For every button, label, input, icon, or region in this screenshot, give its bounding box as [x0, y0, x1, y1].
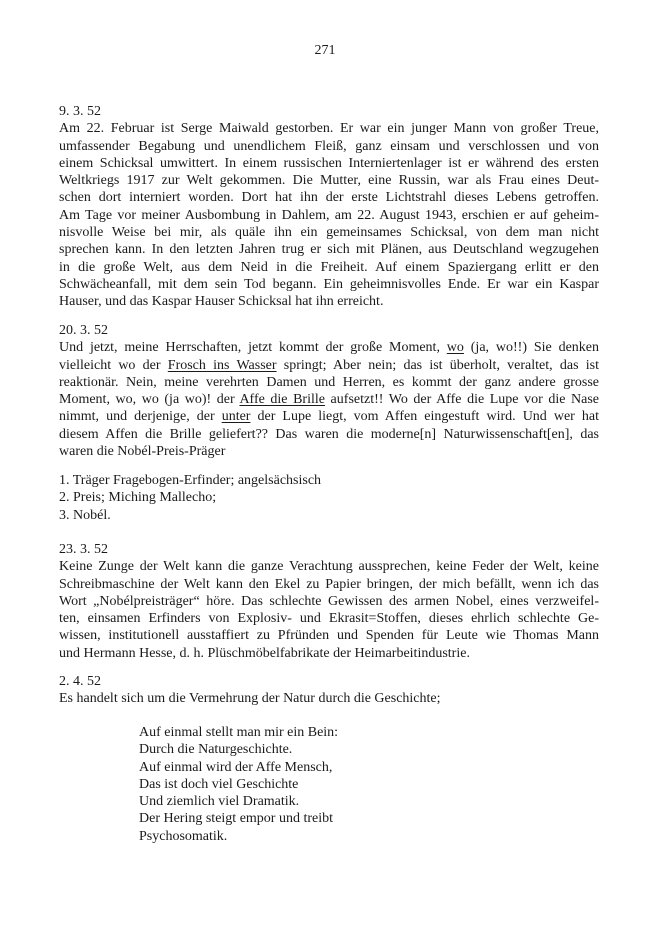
diary-entry-1 [59, 103, 599, 311]
text-line: einem Schicksal umwittert. In einem russischen Interniertenlager ist er während des ersten [59, 155, 599, 171]
poem [139, 724, 338, 845]
poem-line: Durch die Naturgeschichte. [139, 742, 293, 758]
text-line: Am Tage vor meiner Ausbombung in Dahlem, am 22. August 1943, erschien er auf geheim- [59, 207, 599, 223]
text-line: Wort „Nobélpreisträger“ höre. Das schlechte Gewissen des armen Nobel, eines verzweifel- [59, 593, 599, 609]
poem-line: Psychosomatik. [139, 828, 228, 844]
text-line: Am 22. Februar ist Serge Maiwald gestorben. Er war ein junger Mann von großer Treue, [59, 121, 599, 137]
text-line: Schwächeanfall, mit dem sein Tod begann. Ein geheimnisvolles Ende. Er war ein Kaspar [59, 276, 599, 292]
poem-line: Das ist doch viel Geschichte [139, 776, 299, 792]
underlined-text: Affe die Brille [239, 392, 325, 408]
entry-date: 9. 3. 52 [59, 104, 101, 119]
text-line: Es handelt sich um die Vermehrung der Natur durch die Geschichte; [59, 691, 441, 707]
text-line: sprechen kann. In den letzten Jahren trug er sich mit Plänen, aus Deutschland wegzugehen [59, 242, 599, 258]
text-line: in die große Welt, aus dem Neid in die Freiheit. Auf einem Spaziergang erlitt er den [59, 259, 599, 275]
text-line: Moment, wo, wo (ja wo)! der Affe die Brille aufsetzt!! Wo der Affe die Lupe vor die Nase [59, 392, 599, 408]
page-number: 271 [314, 43, 336, 58]
text-line: reaktionär. Nein, meine verehrten Damen und Herren, es kommt der ganz andere grosse [59, 374, 599, 390]
entry-date: 23. 3. 52 [59, 542, 108, 557]
text-line: Weltkriegs 1917 zur Welt gekommen. Die Mutter, eine Russin, war als Frau eines Deut- [59, 173, 599, 189]
text-line: nimmt, und derjenige, der unter der Lupe liegt, vom Affen eingestuft wird. Und wer hat [59, 409, 599, 425]
diary-entry-3 [59, 541, 599, 662]
text-line: und Hermann Hesse, d. h. Plüschmöbelfabrikate der Heimarbeitindustrie. [59, 645, 470, 661]
text-line: vielleicht wo der Frosch ins Wasser springt; Aber nein; das ist überholt, veraltet, das ist [59, 357, 600, 373]
text-line: ten, einsamen Erfinders von Explosiv- und Ekrasit=Stoffen, dieses ehrlich schlechte Ge- [59, 611, 599, 627]
poem-line: Auf einmal stellt man mir ein Bein: [139, 725, 339, 740]
text-line: schen dort interniert worden. Dort hat ihn der erste Lichtstrahl dieses Lebens getroffen. [59, 190, 599, 206]
entry-date: 2. 4. 52 [59, 674, 101, 689]
text-line: Keine Zunge der Welt kann die ganze Verachtung aussprechen, keine Feder der Welt, keine [59, 559, 599, 575]
list-item: 1. Träger Fragebogen-Erfinder; angelsächsisch [59, 473, 322, 488]
numbered-list [59, 472, 321, 524]
text-line: nisvolle Weise bei mir, als quäle ihn ein gemeinsames Schicksal, von dem man nicht [59, 225, 599, 241]
underlined-text: unter [221, 409, 251, 425]
text-line: waren die Nobél-Preis-Präger [59, 444, 226, 460]
text-line: Und jetzt, meine Herrschaften, jetzt kommt der große Moment, wo (ja, wo!!) Sie denken [59, 340, 599, 356]
underlined-text: Frosch ins Wasser [167, 357, 277, 373]
diary-entry-2 [59, 322, 599, 460]
entry-date: 20. 3. 52 [59, 323, 108, 338]
poem-line: Auf einmal wird der Affe Mensch, [139, 759, 333, 775]
list-item: 3. Nobél. [59, 507, 111, 523]
poem-line: Und ziemlich viel Dramatik. [139, 794, 300, 810]
text-line: Schreibmaschine der Welt kann den Ekel zu Papier bringen, der mich befällt, wenn ich das [59, 576, 599, 592]
diary-entry-4 [59, 673, 599, 708]
text-line: wissen, institutionell ausstaffiert zu Pfründen und Spenden für Leute wie Thomas Mann [59, 628, 599, 644]
list-item: 2. Preis; Miching Mallecho; [59, 490, 217, 506]
text-line: diesem Affen die Brille geliefert?? Das waren die moderne[n] Naturwissenschaft[en], das [59, 426, 599, 442]
poem-line: Der Hering steigt empor und treibt [139, 811, 334, 827]
underlined-text: wo [446, 340, 464, 356]
text-line: Hauser, und das Kaspar Hauser Schicksal hat ihn erreicht. [59, 294, 384, 310]
text-line: umfassender Begabung und unendlichem Fleiß, ganz einsam und verschlossen und von [59, 138, 599, 154]
